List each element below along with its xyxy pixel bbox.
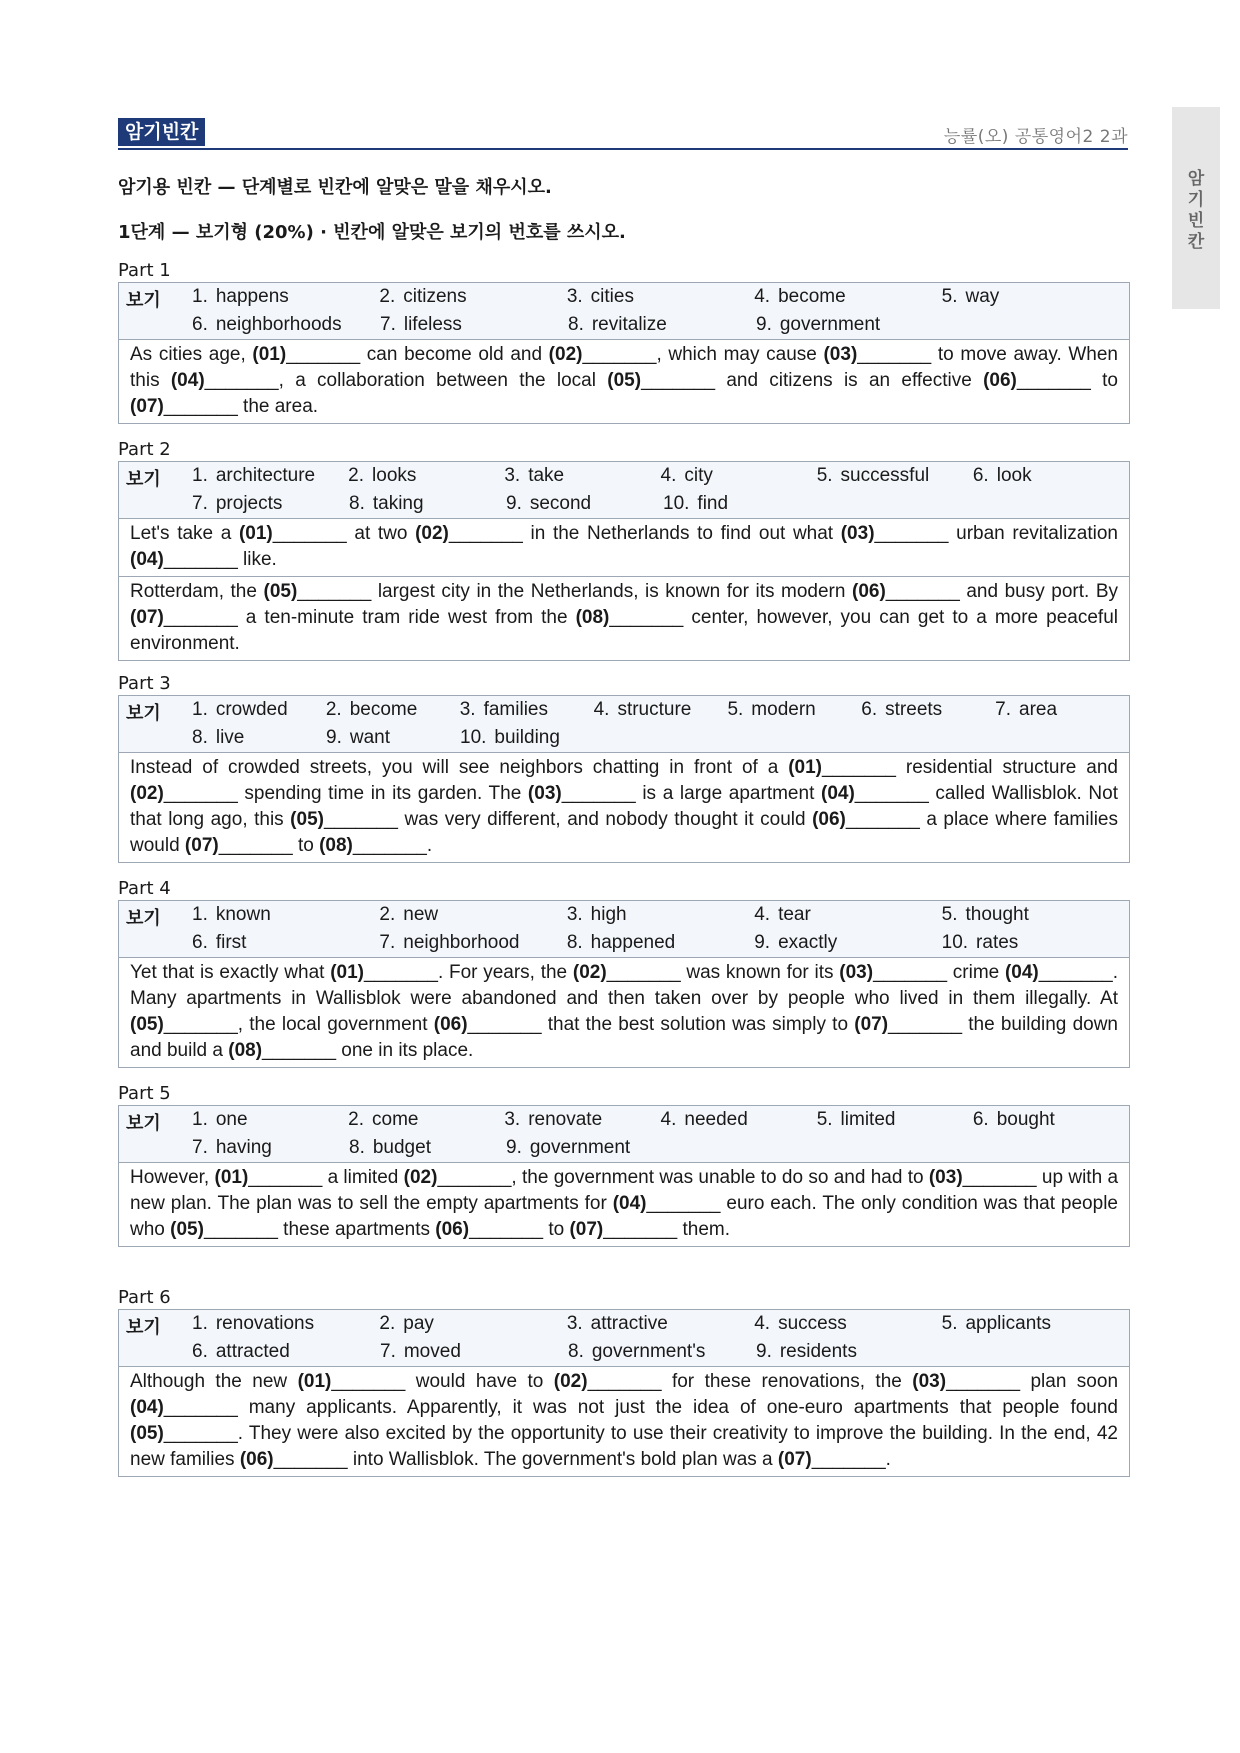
word-bank-label: 보기 [126, 469, 161, 489]
word-option: 10. building [460, 727, 560, 748]
word-bank [119, 1310, 1129, 1367]
word-bank-label: 보기 [126, 908, 161, 928]
blank-field[interactable]: (05)_______ [130, 1423, 238, 1444]
part-6 [118, 1287, 1130, 1477]
blank-field[interactable]: (06)_______ [239, 1449, 348, 1470]
part-2 [118, 439, 1130, 661]
word-bank-row [119, 1338, 1129, 1366]
word-bank-label: 보기 [126, 290, 161, 310]
blank-field[interactable]: (04)_______ [612, 1193, 721, 1214]
word-option: 7. lifeless [380, 314, 462, 335]
main-instruction: 암기용 빈칸 — 단계별로 빈칸에 알맞은 말을 채우시오. [118, 177, 552, 198]
word-option: 9. residents [756, 1341, 857, 1362]
blank-field[interactable]: (06)_______ [433, 1014, 542, 1035]
word-bank-row [119, 901, 1129, 929]
blank-field[interactable]: (02)_______ [553, 1371, 662, 1392]
part-title: Part 5 [118, 1083, 171, 1104]
side-tab-char: 빈 [1187, 211, 1205, 231]
part-5 [118, 1083, 1130, 1247]
passage-text: As cities age, (01)_______ can become old and (02)_______, which may cause (03)_______ to move away. When this (04)_______, a collaboration between the local (05)_______ and citizens is an effective (06)_______ to (07)_______ the area. [130, 344, 1118, 417]
blank-field[interactable]: (04)_______ [130, 1397, 238, 1418]
word-bank-row [119, 283, 1129, 311]
blank-field[interactable]: (02)_______ [415, 523, 523, 544]
word-option: 10. rates [941, 932, 1019, 953]
part-title: Part 2 [118, 439, 171, 460]
word-bank-row [119, 1310, 1129, 1338]
word-option: 8. budget [349, 1137, 431, 1158]
word-option: 2. citizens [379, 286, 467, 307]
word-bank-label: 보기 [126, 1317, 161, 1337]
word-bank [119, 1106, 1129, 1163]
question-box [118, 1309, 1130, 1477]
word-bank-row [119, 462, 1129, 490]
blank-field[interactable]: (06)_______ [852, 581, 960, 602]
word-option: 1. one [192, 1109, 248, 1130]
blank-field[interactable]: (07)_______ [130, 396, 238, 417]
word-option: 2. come [348, 1109, 419, 1130]
word-option: 3. high [566, 904, 627, 925]
word-option: 4. tear [754, 904, 811, 925]
word-option: 7. neighborhood [379, 932, 520, 953]
blank-field[interactable]: (05)_______ [607, 370, 716, 391]
blank-field[interactable]: (07)_______ [777, 1449, 886, 1470]
word-option: 3. attractive [566, 1313, 668, 1334]
word-option: 5. thought [941, 904, 1029, 925]
part-title: Part 6 [118, 1287, 171, 1308]
question-box [118, 695, 1130, 863]
word-option: 6. first [192, 932, 247, 953]
word-bank [119, 901, 1129, 958]
word-option: 8. happened [566, 932, 676, 953]
blank-field[interactable]: (08)_______ [575, 607, 684, 628]
word-bank-label: 보기 [126, 1113, 161, 1133]
part-1 [118, 260, 1130, 424]
word-option: 9. want [326, 727, 390, 748]
side-tab-label [1172, 169, 1220, 253]
word-option: 8. revitalize [568, 314, 667, 335]
word-option: 1. happens [192, 286, 289, 307]
blank-field[interactable]: (07)_______ [854, 1014, 963, 1035]
blank-field[interactable]: (05)_______ [263, 581, 372, 602]
word-bank-row [119, 1134, 1129, 1162]
side-tab-char: 칸 [1187, 232, 1205, 252]
word-option: 5. way [941, 286, 1000, 307]
passage-text: Yet that is exactly what (01)_______. For years, the (02)_______ was known for its (03)_______ crime (04)_______. Many apartments in Wallisblok were abandoned and then taken over by people who lived in them illegally. At (05)_______, the local government (06)_______ that the best solution was simply to (07)_______ the building down and build a (08)_______ one in its place. [130, 962, 1119, 1061]
word-option: 5. limited [816, 1109, 896, 1130]
blank-field[interactable]: (08)_______ [319, 835, 427, 856]
blank-field[interactable]: (07)_______ [569, 1219, 678, 1240]
word-option: 10. find [663, 493, 729, 514]
blank-field[interactable]: (02)_______ [403, 1167, 512, 1188]
word-option: 2. become [325, 699, 418, 720]
word-option: 5. applicants [941, 1313, 1052, 1334]
blank-field[interactable]: (03)_______ [823, 344, 932, 365]
blank-field[interactable]: (01)_______ [297, 1371, 406, 1392]
passage-text: Let's take a (01)_______ at two (02)_______ in the Netherlands to find out what (03)_______ urban revitalization (04)_______ like. [130, 523, 1118, 570]
blank-field[interactable]: (05)_______ [130, 1014, 238, 1035]
section-tag: 암기빈칸 [118, 118, 205, 146]
side-tab [1172, 107, 1220, 309]
word-option: 7. area [995, 699, 1058, 720]
blank-field[interactable]: (03)_______ [839, 962, 948, 983]
word-option: 6. bought [972, 1109, 1055, 1130]
step-instruction: 1단계 — 보기형 (20%) · 빈칸에 알맞은 보기의 번호를 쓰시오. [118, 222, 626, 243]
word-option: 4. structure [593, 699, 692, 720]
word-option: 5. modern [727, 699, 816, 720]
blank-field[interactable]: (06)_______ [812, 809, 920, 830]
blank-field[interactable]: (03)_______ [527, 783, 636, 804]
word-option: 1. known [192, 904, 271, 925]
word-option: 2. new [379, 904, 439, 925]
word-option: 9. government [506, 1137, 631, 1158]
word-option: 7. having [192, 1137, 272, 1158]
blank-field[interactable]: (07)_______ [184, 835, 293, 856]
word-option: 3. families [459, 699, 548, 720]
word-option: 8. taking [349, 493, 424, 514]
blank-field[interactable]: (08)_______ [228, 1040, 337, 1061]
word-option: 3. renovate [504, 1109, 603, 1130]
part-title: Part 4 [118, 878, 171, 899]
word-option: 1. architecture [192, 465, 316, 486]
word-bank [119, 696, 1129, 753]
blank-field[interactable]: (05)_______ [170, 1219, 278, 1240]
word-option: 9. exactly [754, 932, 838, 953]
word-bank-row [119, 696, 1129, 724]
blank-field[interactable]: (05)_______ [290, 809, 398, 830]
course-title: 능률(오) 공통영어2 2과 [943, 127, 1128, 147]
blank-field[interactable]: (02)_______ [130, 783, 238, 804]
word-option: 9. second [506, 493, 592, 514]
word-option: 4. city [660, 465, 713, 486]
page-header [118, 118, 1128, 150]
word-bank-label: 보기 [126, 703, 161, 723]
part-title: Part 3 [118, 673, 171, 694]
word-option: 7. moved [380, 1341, 461, 1362]
word-option: 4. become [754, 286, 846, 307]
part-3 [118, 673, 1130, 863]
word-bank [119, 462, 1129, 519]
blank-field[interactable]: (02)_______ [572, 962, 681, 983]
word-option: 6. look [972, 465, 1032, 486]
passage-text: Instead of crowded streets, you will see neighbors chatting in front of a (01)_______ residential structure and (02)_______ spending time in its garden. The (03)_______ is a large apartment (04)_______ called Wallisblok. Not that long ago, this (05)_______ was very different, and nobody thought it could (06)_______ a place where families would (07)_______ to (08)_______. [130, 757, 1119, 856]
word-option: 6. neighborhoods [192, 314, 342, 335]
blank-field[interactable]: (01)_______ [214, 1167, 323, 1188]
question-box [118, 461, 1130, 661]
question-box [118, 282, 1130, 424]
side-tab-char: 암 [1187, 169, 1205, 189]
word-option: 2. pay [379, 1313, 434, 1334]
word-option: 6. streets [861, 699, 943, 720]
word-bank [119, 283, 1129, 340]
part-title: Part 1 [118, 260, 171, 281]
word-option: 3. cities [566, 286, 634, 307]
side-tab-char: 기 [1187, 190, 1205, 210]
passage-text: Rotterdam, the (05)_______ largest city in the Netherlands, is known for its modern (06)_______ and busy port. By (07)_______ a ten-minute tram ride west from the (08)_______ center, however, you can get to a more peaceful environment. [119, 576, 1129, 660]
word-option: 8. live [192, 727, 245, 748]
word-option: 3. take [504, 465, 565, 486]
word-option: 5. successful [816, 465, 930, 486]
word-bank-row [119, 490, 1129, 518]
blank-field[interactable]: (01)_______ [330, 962, 438, 983]
blank-field[interactable]: (01)_______ [252, 344, 361, 365]
part-4 [118, 878, 1130, 1068]
blank-field[interactable]: (06)_______ [983, 370, 1091, 391]
blank-field[interactable]: (03)_______ [840, 523, 949, 544]
word-bank-row [119, 1106, 1129, 1134]
passage-text: However, (01)_______ a limited (02)_______, the government was unable to do so and had to (03)_______ up with a new plan. The plan was to sell the empty apartments for (04)_______ euro each. The only condition was that people who (05)_______ these apartments (06)_______ to (07)_______ them. [130, 1167, 1119, 1240]
word-option: 2. looks [348, 465, 417, 486]
word-option: 9. government [756, 314, 881, 335]
blank-field[interactable]: (01)_______ [788, 757, 896, 778]
word-option: 1. renovations [192, 1313, 315, 1334]
blank-field[interactable]: (06)_______ [435, 1219, 544, 1240]
word-bank-row [119, 724, 1129, 752]
word-option: 1. crowded [192, 699, 288, 720]
word-option: 8. government's [568, 1341, 706, 1362]
word-bank-row [119, 311, 1129, 339]
blank-field[interactable]: (03)_______ [928, 1167, 1037, 1188]
blank-field[interactable]: (01)_______ [238, 523, 347, 544]
blank-field[interactable]: (04)_______ [1004, 962, 1113, 983]
blank-field[interactable]: (04)_______ [130, 549, 238, 570]
word-option: 6. attracted [192, 1341, 290, 1362]
passage-text: Although the new (01)_______ would have to (02)_______ for these renovations, the (03)_______ plan soon (04)_______ many applicants. Apparently, it was not just the idea of one-euro apartments that people found (05)_______. They were also excited by the opportunity to use their creativity to improve the building. In the end, 42 new families (06)_______ into Wallisblok. The government's bold plan was a (07)_______. [130, 1371, 1119, 1470]
word-option: 4. needed [660, 1109, 748, 1130]
blank-field[interactable]: (07)_______ [130, 607, 238, 628]
blank-field[interactable]: (04)_______ [170, 370, 279, 391]
word-bank-row [119, 929, 1129, 957]
blank-field[interactable]: (02)_______ [548, 344, 657, 365]
word-option: 7. projects [192, 493, 283, 514]
question-box [118, 900, 1130, 1068]
blank-field[interactable]: (03)_______ [912, 1371, 1021, 1392]
question-box [118, 1105, 1130, 1247]
word-option: 4. success [754, 1313, 847, 1334]
blank-field[interactable]: (04)_______ [821, 783, 929, 804]
